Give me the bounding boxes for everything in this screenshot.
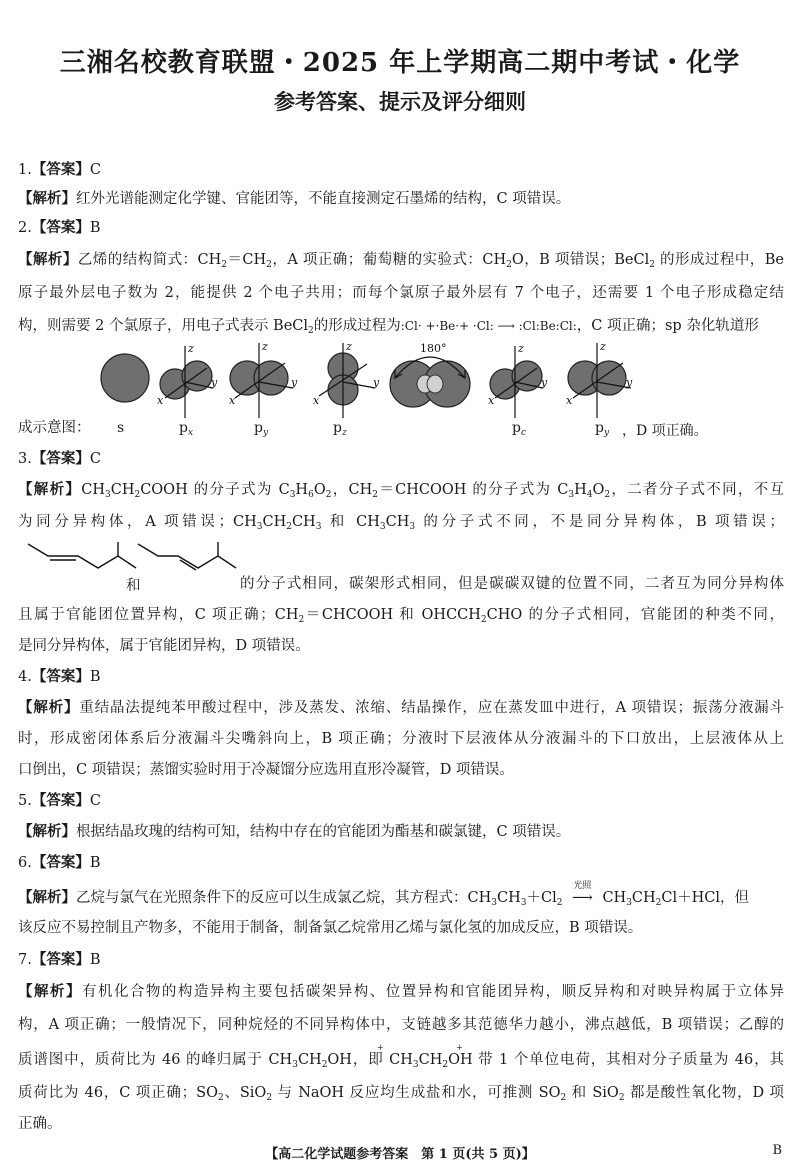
page-footer: 【高二化学试题参考答案 第 1 页(共 5 页)】 (265, 1147, 535, 1162)
svg-text:y: y (373, 376, 380, 389)
analysis-label: 【解析】 (18, 190, 76, 207)
q3-analysis-line-3: 的分子式相同，碳架形式相同，但是碳碳双键的位置不同，二者互为同分异构体 (240, 576, 784, 592)
q3-analysis-line-1: 【解析】$CH_3CH_2COOH$ 的分子式为 $C_3H_6O_2$，$CH_2=CHCOOH$ 的分子式为 $C_3H_4O_2$，二者分子式不同，不互 (18, 481, 785, 500)
orbital-label-py: $p_y$ (254, 420, 269, 438)
q7-analysis-line-2: 构，A 项正确；一般情况下，同种烷烃的不同异构体中，支链越多其范德华力越小，沸点越低，B 项错误；乙醇的 (18, 1017, 784, 1033)
s-orbital (101, 354, 149, 402)
q6-analysis-line-1: 【解析】乙烷与氯气在光照条件下的反应可以生成氯乙烷，其方程式：$CH_3CH_3+Cl_2$ 光照 ⟶ $CH_3CH_2Cl+HCl$，但 (18, 881, 750, 908)
orbital-label-px: $p_x$ (179, 420, 194, 438)
svg-text:z: z (346, 340, 352, 353)
orbital-label-pz: $p_z$ (333, 420, 347, 438)
q3-analysis-line-2: 为同分异构体，A 项错误；$CH_3CH_2CH_3$ 和 $CH_3CH_3$ 的分子式不同，不是同分异构体，B 项错误； (18, 514, 784, 532)
svg-text:z: z (262, 340, 268, 353)
q4-analysis-line-2: 时，形成密闭体系后分液漏斗尖嘴斜向上，B 项正确；分液时下层液体从分液漏斗的下口放出，上层液体从上 (18, 731, 784, 747)
svg-text:x: x (157, 394, 164, 407)
charge-plus-2: + (456, 1043, 463, 1052)
svg-text:z: z (188, 342, 194, 355)
q1-answer (18, 160, 784, 180)
question-number: 1. (18, 162, 32, 178)
orbital-label-py2: $p_y$ (595, 420, 610, 438)
orbital-labels: s $p_x$ $p_y$ $p_z$ $p_c$ $p_y$ ，D 项正确。 (117, 420, 708, 439)
q3-answer: 3.【答案】C (18, 450, 101, 467)
q4-analysis-line-1: 【解析】重结晶法提纯苯甲酸过程中，涉及蒸发、浓缩、结晶操作，应在蒸发皿中进行，A 项错误；振荡分液漏斗 (18, 699, 785, 716)
answer-value: C (89, 162, 101, 178)
svg-text:y: y (291, 376, 298, 389)
page-subtitle: 参考答案、提示及评分细则 (274, 89, 526, 114)
orbital-label-s: s (117, 420, 125, 436)
and-text: 和 (126, 578, 141, 594)
q7-analysis-line-5: 正确。 (18, 1116, 62, 1132)
q2-answer: 2.【答案】B (18, 219, 101, 236)
q2-analysis-line-3: 构，则需要 2 个氯原子，用电子式表示 BeCl$_2$的形成过程为:Cl· +·Be·+ ·Cl: ⟶ :Cl:Be:Cl:，C 项正确；sp 杂化轨道形 (18, 318, 759, 336)
charge-plus-1: + (377, 1043, 384, 1052)
q2-analysis-line-1: 【解析】乙烯的结构简式：$CH_2=CH_2$，A 项正确；葡萄糖的实验式：$CH_2O$，B 项错误；BeCl$_2$ 的形成过程中，Be (18, 251, 785, 270)
reaction-arrow: 光照 ⟶ (572, 881, 593, 906)
page-title: 三湘名校教育联盟・2025 年上学期高二期中考试・化学 (59, 48, 741, 78)
q2-analysis-line-2: 原子最外层电子数为 2，能提供 2 个电子共用；而每个氯原子最外层有 7 个电子，还需要 1 个电子形成稳定结 (18, 285, 784, 301)
skeletal-formula-1 (28, 542, 118, 568)
q1-analysis: 【解析】红外光谱能测定化学键、官能团等，不能直接测定石墨烯的结构，C 项错误。 (18, 190, 571, 207)
q3-analysis-line-4: 且属于官能团位置异构，C 项正确；$CH_2=CHCOOH$ 和 $OHCCH_2CHO$ 的分子式相同，官能团的种类不同， (18, 607, 784, 625)
answer-label: 【答案】 (31, 161, 90, 178)
svg-text:y: y (211, 376, 218, 389)
skeletal-formula-2 (138, 542, 218, 568)
q7-analysis-line-3: 质谱图中，质荷比为 46 的峰归属于 $CH_3CH_2OH$，即 $CH_3CH_2OH$ 带 1 个单位电荷，其相对分子质量为 46，其 (18, 1052, 784, 1070)
q7-answer: 7.【答案】B (18, 951, 101, 968)
electron-formula: :Cl· +·Be·+ ·Cl: ⟶ :Cl:Be:Cl: (400, 319, 577, 333)
svg-text:y: y (541, 376, 548, 389)
svg-text:x: x (566, 394, 573, 407)
q7-analysis-line-1: 【解析】有机化合物的构造异构主要包括碳架异构、位置异构和官能团异构，顺反异构和对映异构属于立体异 (18, 983, 785, 1000)
svg-text:z: z (600, 340, 606, 353)
svg-text:y: y (626, 376, 633, 389)
q3-analysis-line-5: 是同分异构体，属于官能团异构，D 项错误。 (18, 638, 310, 654)
q4-analysis-line-3: 口倒出，C 项错误；蒸馏实验时用于冷凝馏分应选用直形冷凝管，D 项错误。 (18, 762, 514, 778)
q4-answer: 4.【答案】B (18, 668, 101, 685)
svg-text:x: x (488, 394, 495, 407)
q6-analysis-line-2: 该反应不易控制且产物多，不能用于制备，制备氯乙烷常用乙烯与氯化氢的加成反应，B 项错误。 (18, 920, 643, 936)
svg-text:x: x (313, 394, 320, 407)
paper-version: B (772, 1143, 782, 1158)
angle-label: 180° (420, 342, 447, 355)
q5-answer: 5.【答案】C (18, 792, 101, 809)
orbital-label-pc: $p_c$ (512, 420, 527, 438)
svg-text:x: x (229, 394, 236, 407)
q5-analysis: 【解析】根据结晶玫瑰的结构可知，结构中存在的官能团为酯基和碳氯键，C 项错误。 (18, 823, 571, 840)
svg-text:z: z (518, 342, 524, 355)
q2-analysis-line-4: 成示意图： (18, 420, 91, 436)
q7-analysis-line-4: 质荷比为 46，C 项正确；$SO_2$、SiO$_2$ 与 NaOH 反应均生成盐和水，可推测 $SO_2$ 和 SiO$_2$ 都是酸性氧化物，D 项 (18, 1085, 784, 1103)
q6-answer: 6.【答案】B (18, 854, 101, 871)
